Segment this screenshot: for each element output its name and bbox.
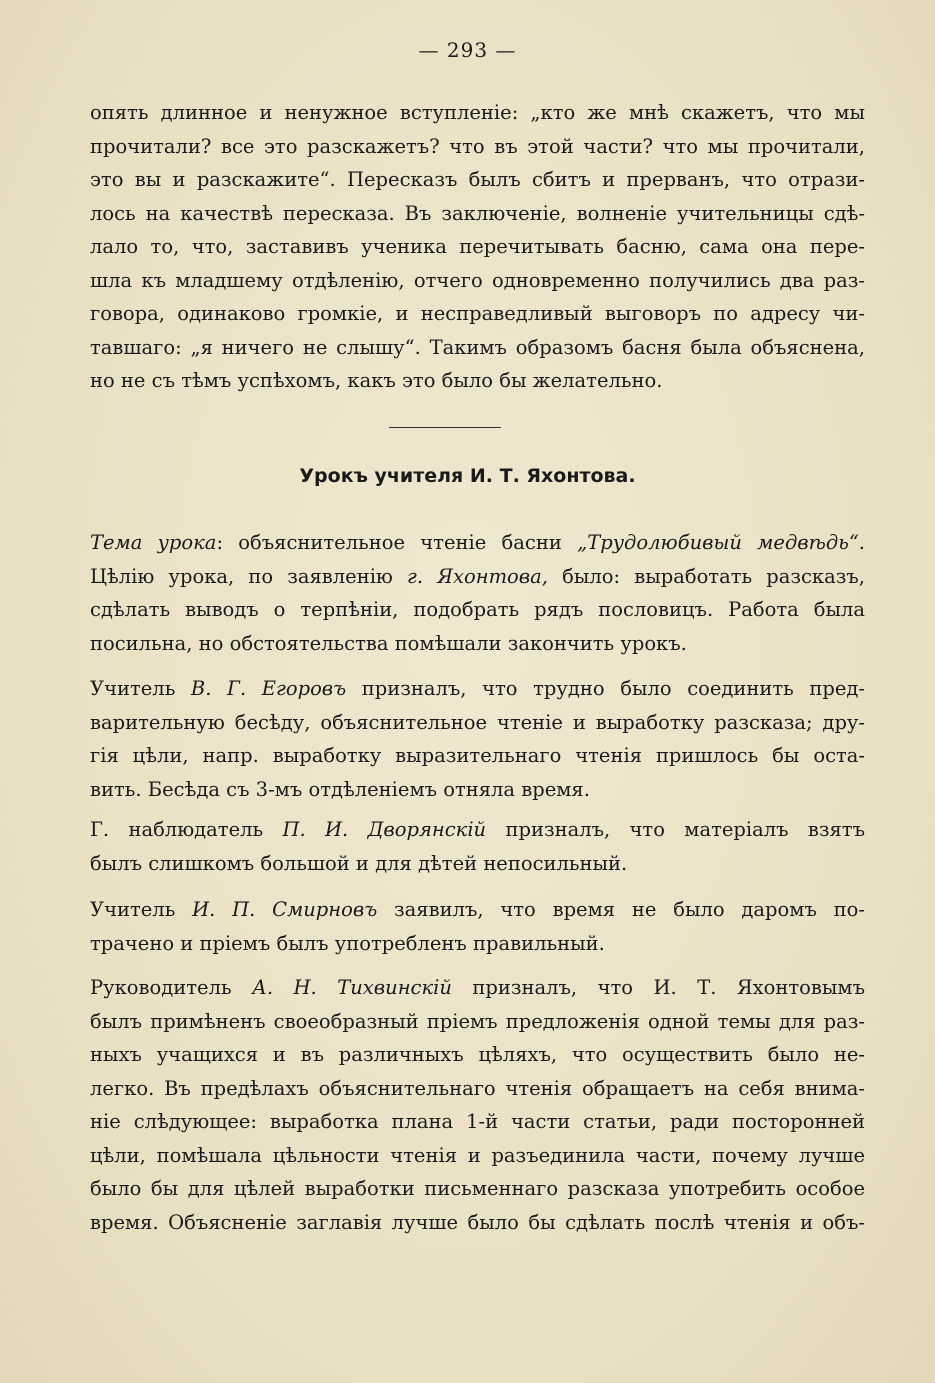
text-line: вить. Бесѣда съ 3-мъ отдѣленіемъ отняла время. — [90, 777, 590, 801]
text-line: лось на качествѣ пересказа. Въ заключеніе, волненіе учительницы сдѣ- — [90, 201, 865, 225]
person-name: В. Г. Егоровъ — [190, 677, 347, 700]
paragraph-egorov — [90, 672, 865, 806]
text-line: время. Объясненіе заглавія лучше было бы сдѣлать послѣ чтенія и объ- — [90, 1210, 865, 1234]
section-heading: Урокъ учителя И. Т. Яхонтова. — [299, 465, 636, 487]
text-line: легко. Въ предѣлахъ объяснительнаго чтенія обращаетъ на себя внима- — [90, 1076, 865, 1100]
text-line: Учитель И. П. Смирновъ заявилъ, что время не было даромъ по- — [90, 898, 865, 921]
text-line: Цѣлію урока, по заявленію г. Яхонтова, было: выработать разсказъ, — [90, 564, 865, 588]
fable-title: „Трудолюбивый медвѣдь“. — [577, 531, 865, 554]
text-line: цѣли, помѣшала цѣльности чтенія и разъединила части, почему лучше — [90, 1143, 865, 1167]
text-line: ныхъ учащихся и въ различныхъ цѣляхъ, что осуществить было не- — [90, 1043, 865, 1066]
text-line: Руководитель А. Н. Тихвинскій призналъ, что И. Т. Яхонтовымъ — [90, 976, 865, 999]
text-line: опять длинное и ненужное вступленіе: „кто же мнѣ скажетъ, что мы — [90, 101, 865, 124]
paragraph-smirnov — [90, 893, 865, 960]
text-line: ніе слѣдующее: выработка плана 1-й части статьи, ради посторонней — [90, 1110, 865, 1133]
text-line: былъ слишкомъ большой и для дѣтей непосильный. — [90, 851, 628, 875]
text-line: Учитель В. Г. Егоровъ призналъ, что трудно было соединить пред- — [90, 677, 865, 700]
text-line: шла къ младшему отдѣленію, отчего одновременно получились два раз- — [90, 268, 865, 292]
text-line: говора, одинаково громкіе, и несправедливый выговоръ по адресу чи- — [90, 302, 865, 325]
page-number: — 293 — — [418, 38, 517, 62]
text-line: тавшаго: „я ничего не слышу“. Такимъ образомъ басня была объяснена, — [90, 335, 865, 359]
paragraph-dvoryanskiy — [90, 813, 865, 880]
person-name: П. И. Дворянскій — [282, 818, 487, 841]
text-line: Тема урока: объяснительное чтеніе басни „Трудолюбивый медвѣдь“. — [90, 531, 865, 554]
text-line: посильна, но обстоятельства помѣшали закончить урокъ. — [90, 631, 687, 655]
opening-paragraph — [90, 96, 865, 398]
text-line: это вы и разскажите“. Пересказъ былъ сбитъ и прерванъ, что отрази- — [90, 168, 865, 191]
text-line: трачено и пріемъ былъ употребленъ правильный. — [90, 931, 605, 955]
paragraph-tikhvinskiy — [90, 971, 865, 1239]
text-line: но не съ тѣмъ успѣхомъ, какъ это было бы желательно. — [90, 369, 663, 392]
text-line: гія цѣли, напр. выработку выразительнаго чтенія пришлось бы оста- — [90, 744, 865, 767]
person-name: г. Яхонтова, — [407, 564, 548, 588]
text-line: прочитали? все это разскажетъ? что въ этой части? что мы прочитали, — [90, 134, 865, 158]
section-divider — [389, 427, 501, 428]
text-line: было бы для цѣлей выработки письменнаго разсказа употребить особое — [90, 1177, 865, 1200]
text-line: Г. наблюдатель П. И. Дворянскій призналъ, что матеріалъ взятъ — [90, 818, 865, 841]
topic-label: Тема урока — [90, 531, 217, 554]
text-line: былъ примѣненъ своеобразный пріемъ предложенія одной темы для раз- — [90, 1009, 865, 1033]
person-name: И. П. Смирновъ — [192, 898, 378, 921]
text-line: варительную бесѣду, объяснительное чтеніе и выработку разсказа; дру- — [90, 710, 865, 734]
text-line: сдѣлать выводъ о терпѣніи, подобрать рядъ пословицъ. Работа была — [90, 598, 865, 621]
text-line: лало то, что, заставивъ ученика перечитывать басню, сама она пере- — [90, 235, 865, 258]
paragraph-lesson-topic — [90, 526, 865, 660]
person-name: А. Н. Тихвинскій — [252, 976, 452, 999]
